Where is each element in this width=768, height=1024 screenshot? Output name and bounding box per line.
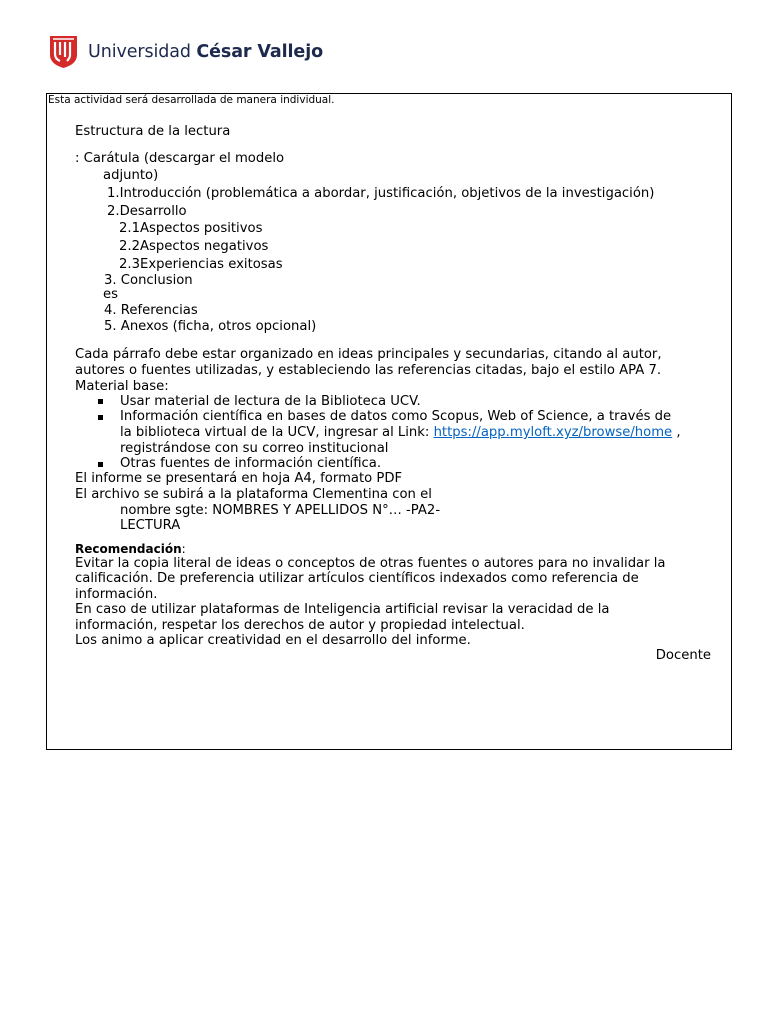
recommendation-line-4: En caso de utilizar plataformas de Inteligencia artificial revisar la veracidad de la	[75, 602, 610, 617]
archivo-line-1: El archivo se subirá a la plataforma Clementina con el	[75, 487, 432, 502]
bullet-2-line-2: la biblioteca virtual de la UCV, ingresar al Link: https://app.myloft.xyz/browse/home ,	[120, 425, 681, 440]
caratula-line-2: adjunto)	[103, 168, 159, 183]
outline-item-2-2: 2.2Aspectos negativos	[119, 239, 269, 254]
informe-format: El informe se presentará en hoja A4, formato PDF	[75, 471, 403, 486]
bullet-2-line-3: registrándose con su correo institucional	[120, 441, 389, 456]
recommendation-line-2: calificación. De preferencia utilizar artículos científicos indexados como referencia de	[75, 571, 639, 586]
paragraph-line-2: autores o fuentes utilizadas, y estableciendo las referencias citadas, bajo el estilo APA 7.	[75, 363, 662, 378]
outline-item-2-3: 2.3Experiencias exitosas	[119, 257, 283, 272]
outline-item-2: 2.Desarrollo	[107, 204, 187, 219]
recommendation-title: Recomendación:	[75, 542, 186, 556]
outline-item-3: 3. Conclusion	[104, 273, 193, 288]
ucv-shield-icon	[49, 35, 78, 69]
bullet-square-icon	[98, 415, 103, 420]
recommendation-line-3: información.	[75, 587, 158, 602]
bullet-3-text: Otras fuentes de información científica.	[120, 456, 382, 471]
material-base-label: Material base:	[75, 379, 169, 394]
university-name: Universidad César Vallejo	[88, 42, 324, 62]
bullet-square-icon	[98, 399, 103, 404]
outline-item-4: 4. Referencias	[104, 303, 198, 318]
bullet-square-icon	[98, 462, 103, 467]
activity-box	[46, 93, 732, 750]
outline-item-3-cont: es	[103, 287, 118, 302]
paragraph-line-1: Cada párrafo debe estar organizado en ideas principales y secundarias, citando al autor,	[75, 347, 662, 362]
archivo-line-2: nombre sgte: NOMBRES Y APELLIDOS N°… -PA2-	[120, 503, 441, 518]
outline-item-2-1: 2.1Aspectos positivos	[119, 221, 263, 236]
recommendation-line-5: información, respetar los derechos de autor y propiedad intelectual.	[75, 618, 525, 633]
bullet-2-line-1: Información científica en bases de datos como Scopus, Web of Science, a través de	[120, 409, 672, 424]
outline-item-5: 5. Anexos (ficha, otros opcional)	[104, 319, 317, 334]
recommendation-line-6: Los animo a aplicar creatividad en el desarrollo del informe.	[75, 633, 471, 648]
outline-item-1: 1.Introducción (problemática a abordar, justificación, objetivos de la investigación)	[107, 186, 655, 201]
university-logo	[49, 35, 323, 69]
structure-title: Estructura de la lectura	[75, 124, 231, 139]
caratula-line-1: : Carátula (descargar el modelo	[75, 151, 285, 166]
individual-note: Esta actividad será desarrollada de manera individual.	[48, 94, 335, 106]
signature-docente: Docente	[655, 648, 711, 663]
bullet-1-text: Usar material de lectura de la Biblioteca UCV.	[120, 394, 421, 409]
archivo-line-3: LECTURA	[120, 518, 181, 533]
recommendation-line-1: Evitar la copia literal de ideas o conceptos de otras fuentes o autores para no invalidar la	[75, 556, 666, 571]
myloft-link[interactable]: https://app.myloft.xyz/browse/home	[433, 425, 673, 440]
